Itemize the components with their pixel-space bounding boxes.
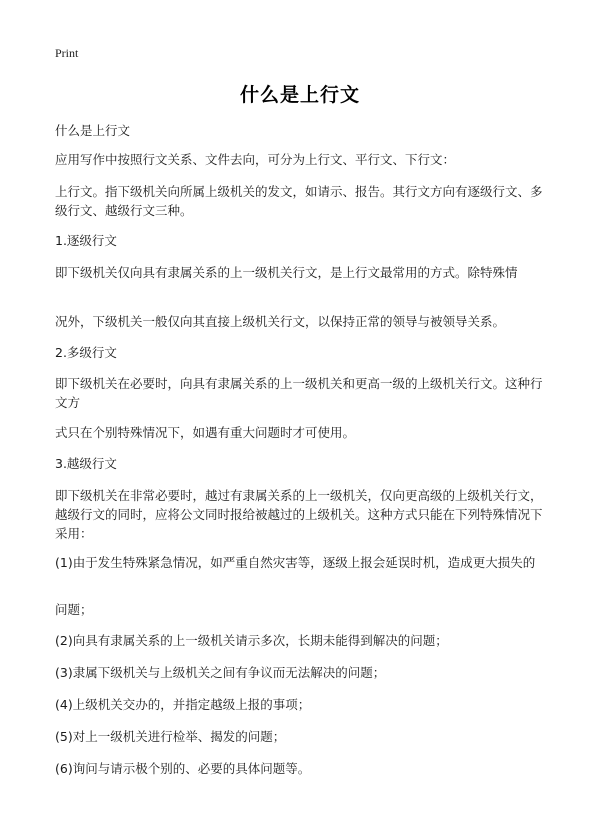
paragraph: 即下级机关仅向具有隶属关系的上一级机关行文，是上行文最常用的方式。除特殊情 — [55, 265, 518, 280]
paragraph: 应用写作中按照行文关系、文件去向，可分为上行文、平行文、下行文： — [55, 152, 456, 167]
list-item: (6)询问与请示极个别的、必要的具体问题等。 — [55, 761, 311, 776]
section-heading: 3.越级行文 — [55, 456, 117, 471]
section-heading: 2.多级行文 — [55, 345, 117, 360]
paragraph: 上行文。指下级机关向所属上级机关的发文，如请示、报告。其行文方向有逐级行文、多级行文、越级行文三种。 — [55, 184, 543, 218]
paragraph: 式只在个别特殊情况下，如遇有重大问题时才可使用。 — [55, 425, 356, 440]
list-item: (5)对上一级机关进行检举、揭发的问题； — [55, 729, 286, 744]
paragraph: 即下级机关在非常必要时，越过有隶属关系的上一级机关，仅向更高级的上级机关行文，越级行文的同时，应将公文同时报给被越过的上级机关。这种方式只能在下列特殊情况下采用： — [55, 488, 543, 541]
list-item: (2)向具有隶属关系的上一级机关请示多次，长期未能得到解决的问题； — [55, 633, 448, 648]
list-item: (3)隶属下级机关与上级机关之间有争议而无法解决的问题； — [55, 665, 386, 680]
list-item: (1)由于发生特殊紧急情况，如严重自然灾害等，逐级上报会延误时机，造成更大损失的 — [55, 555, 536, 570]
list-item: (4)上级机关交办的，并指定越级上报的事项； — [55, 697, 311, 712]
list-item: 问题； — [55, 602, 93, 617]
paragraph: 即下级机关在必要时，向具有隶属关系的上一级机关和更高一级的上级机关行文。这种行文方 — [55, 376, 543, 410]
page-title: 什么是上行文 — [239, 84, 360, 106]
paragraph: 什么是上行文 — [55, 123, 131, 138]
section-heading: 1.逐级行文 — [55, 233, 117, 248]
print-label[interactable]: Print — [55, 46, 79, 60]
paragraph: 况外，下级机关一般仅向其直接上级机关行文，以保持正常的领导与被领导关系。 — [55, 314, 506, 329]
